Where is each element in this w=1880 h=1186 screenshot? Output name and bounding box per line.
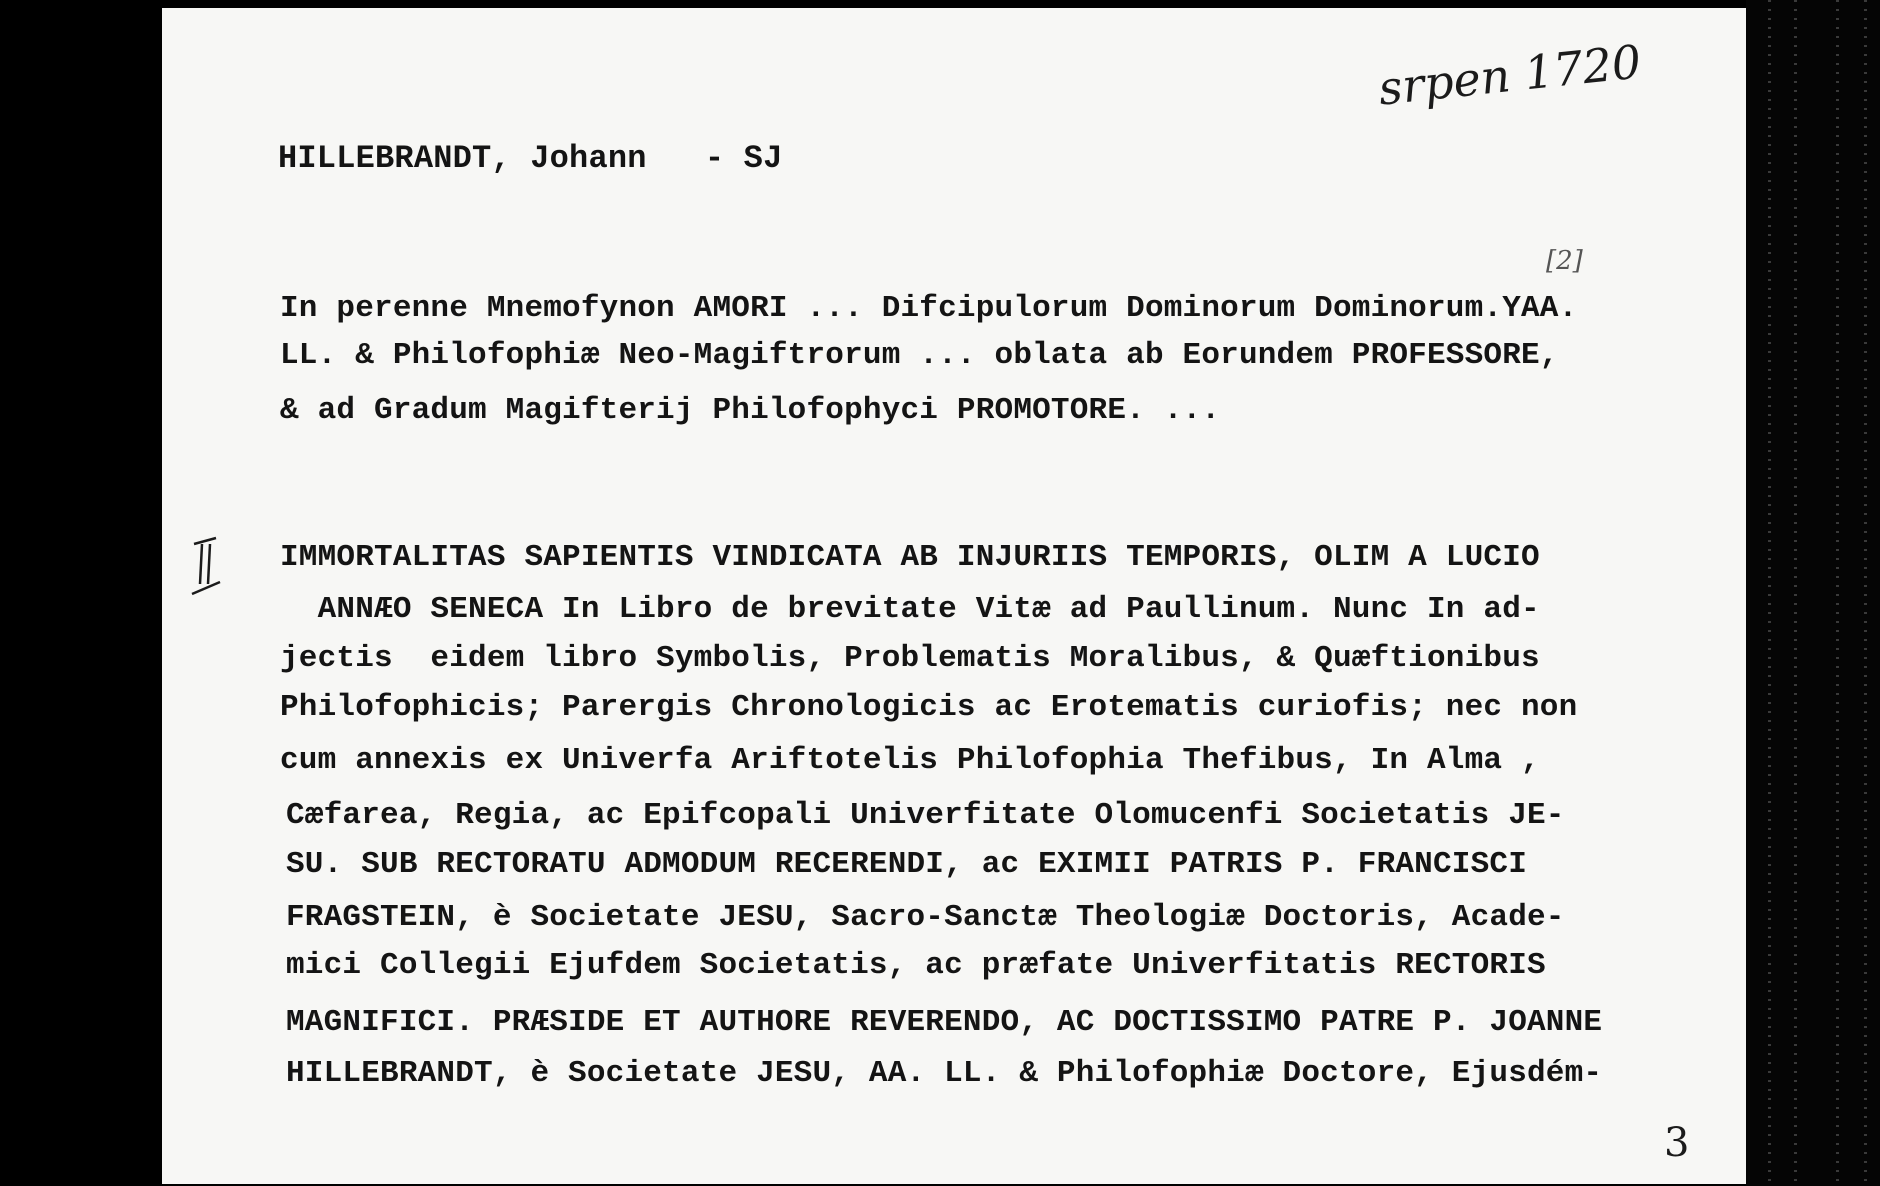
entry-2-line: jectis eidem libro Symbolis, Problematis Moralibus, & Quæftionibus <box>280 641 1540 676</box>
scan-margin <box>1746 0 1880 1186</box>
card-heading: HILLEBRANDT, Johann - SJ <box>278 140 783 177</box>
entry-1-line: LL. & Philofophiæ Neo-Magiftrorum ... oblata ab Eorundem PROFESSORE, <box>280 338 1559 373</box>
margin-mark: [2] <box>1546 246 1583 276</box>
entry-1-line: & ad Gradum Magifterij Philofophyci PROMOTORE. ... <box>280 393 1221 428</box>
entry-2-line: cum annexis ex Univerfa Ariftotelis Philofophia Thefibus, In Alma , <box>280 743 1540 778</box>
entry-2-line: IMMORTALITAS SAPIENTIS VINDICATA AB INJURIIS TEMPORIS, OLIM A LUCIO <box>280 540 1540 575</box>
entry-2-line: Cæfarea, Regia, ac Epifcopali Univerfitate Olomucenfi Societatis JE- <box>286 798 1565 833</box>
entry-2-line: HILLEBRANDT, è Societate JESU, AA. LL. & Philofophiæ Doctore, Ejusdém- <box>286 1056 1603 1091</box>
entry-2-line: MAGNIFICI. PRÆSIDE ET AUTHORE REVERENDO, AC DOCTISSIMO PATRE P. JOANNE <box>286 1005 1603 1040</box>
entry-2-line: FRAGSTEIN, è Societate JESU, Sacro-Sanctæ Theologiæ Doctoris, Acade- <box>286 900 1565 935</box>
entry-2-line: SU. SUB RECTORATU ADMODUM RECERENDI, ac EXIMII PATRIS P. FRANCISCI <box>286 847 1527 882</box>
scan-noise <box>1836 0 1839 1186</box>
entry-2-line: mici Collegii Ejufdem Societatis, ac præfate Univerfitatis RECTORIS <box>286 948 1546 983</box>
roman-numeral <box>212 552 234 576</box>
handwritten-date: srpen 1720 <box>1375 34 1644 116</box>
entry-1-line: In perenne Mnemofynon AMORI ... Difcipulorum Dominorum Dominorum.YAA. <box>280 291 1578 326</box>
scan-noise <box>1768 0 1771 1186</box>
scan-noise <box>1864 0 1867 1186</box>
scan-noise <box>1794 0 1797 1186</box>
entry-2-line: Philofophicis; Parergis Chronologicis ac Erotematis curiofis; nec non <box>280 690 1578 725</box>
page-number: 3 <box>1664 1120 1690 1166</box>
entry-2-line: ANNÆO SENECA In Libro de brevitate Vitæ ad Paullinum. Nunc In ad- <box>280 592 1540 627</box>
